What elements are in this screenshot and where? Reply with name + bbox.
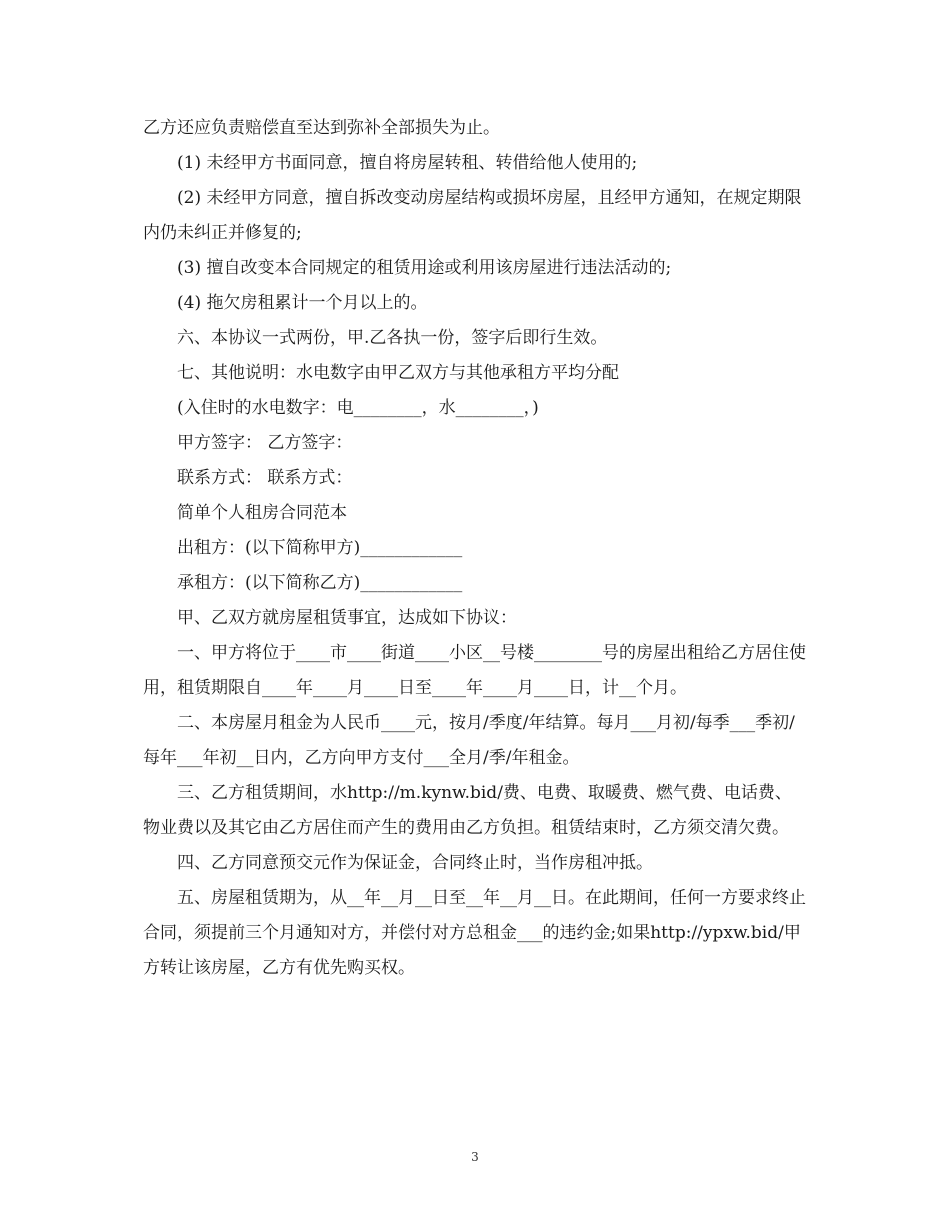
paragraph-9: 联系方式： 联系方式： [177,468,353,488]
paragraph-6: 七、其他说明：水电数字由甲乙双方与其他承租方平均分配 [177,363,619,383]
paragraph-13: 甲、乙双方就房屋租赁事宜，达成如下协议： [177,608,517,628]
paragraph-0: 乙方还应负责赔偿直至达到弥补全部损失为止。 [143,118,500,138]
paragraph-4: (4) 拖欠房租累计一个月以上的。 [177,293,428,313]
paragraph-14: 一、甲方将位于____市____街道____小区__号楼________号的房屋出租给乙方居住使用，租赁期限自____年____月____日至____年____月____日，计__个月。 [143,643,806,698]
paragraph-12: 承租方：(以下简称乙方)____________ [177,573,463,593]
page-number: 3 [471,1150,479,1164]
paragraph-8: 甲方签字： 乙方签字： [177,433,353,453]
paragraph-15: 二、本房屋月租金为人民币____元，按月/季度/年结算。每月___月初/每季___季初/每年___年初__日内，乙方向甲方支付___全月/季/年租金。 [143,713,795,768]
paragraph-17: 四、乙方同意预交元作为保证金，合同终止时，当作房租冲抵。 [177,853,653,873]
paragraph-10: 简单个人租房合同范本 [177,503,347,523]
paragraph-2: (2) 未经甲方同意，擅自拆改变动房屋结构或损坏房屋，且经甲方通知，在规定期限内仍未纠正并修复的; [143,188,802,243]
paragraph-18: 五、房屋租赁期为，从__年__月__日至__年__月__日。在此期间，任何一方要求终止合同，须提前三个月通知对方，并偿付对方总租金___的违约金;如果http://ypxw.bid/甲方转让该房屋，乙方有优先购买权。 [143,888,806,978]
paragraph-7: (入住时的水电数字：电________，水________，) [177,398,539,418]
paragraph-5: 六、本协议一式两份，甲.乙各执一份，签字后即行生效。 [177,328,608,348]
paragraph-1: (1) 未经甲方书面同意，擅自将房屋转租、转借给他人使用的; [177,153,638,173]
document-body [143,111,808,986]
paragraph-3: (3) 擅自改变本合同规定的租赁用途或利用该房屋进行违法活动的; [177,258,672,278]
paragraph-11: 出租方：(以下简称甲方)____________ [177,538,463,558]
paragraph-16: 三、乙方租赁期间，水http://m.kynw.bid/费、电费、取暖费、燃气费、电话费、物业费以及其它由乙方居住而产生的费用由乙方负担。租赁结束时，乙方须交清欠费。 [143,783,792,838]
